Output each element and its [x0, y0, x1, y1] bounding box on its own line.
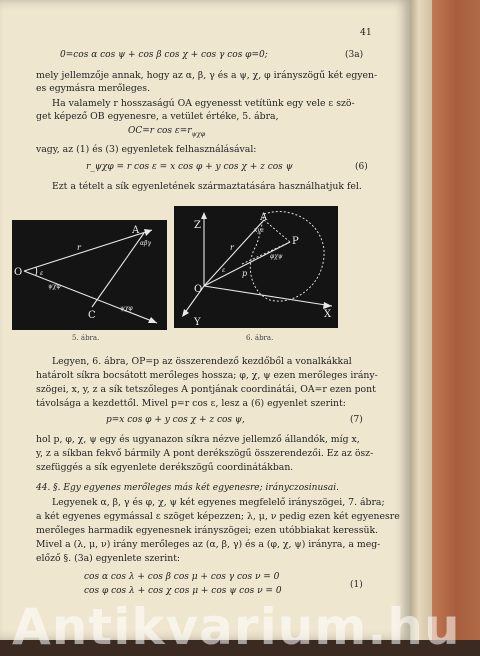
paragraph-line: es egymásra merőleges.	[36, 83, 151, 94]
paragraph-line: Ha valamely r hosszaságú OA egyenesst vetítünk egy vele ε szö-	[52, 98, 355, 109]
equation-oc	[128, 126, 205, 138]
label-A: A	[260, 212, 268, 223]
figure-5-caption: 5. ábra.	[72, 334, 100, 342]
label-xyz: xyz	[254, 227, 264, 234]
paragraph-line: mely jellemzője annak, hogy az α, β, γ és a ψ, χ, φ irányszögű két egyen-	[36, 70, 378, 81]
equation-8-number: (1)	[350, 580, 363, 590]
figure-5	[12, 220, 167, 330]
label-O: O	[14, 267, 23, 278]
paragraph-line: y, z a síkban fekvő bármily A pont derékszögű összerendezői. Ez az ösz-	[36, 448, 374, 459]
equation-3a: 0=cos α cos ψ + cos β cos χ + cos γ cos φ=0;	[60, 50, 268, 60]
book-cover-edge	[432, 0, 480, 640]
equation-7-number: (7)	[350, 415, 363, 425]
equation-8b: cos φ cos λ + cos χ cos μ + cos ψ cos ν = 0	[84, 586, 282, 596]
paragraph-line: határolt síkra bocsátott merőleges hossza; φ, χ, ψ ezen merőleges irány-	[36, 370, 378, 381]
label-A: A	[132, 225, 140, 236]
label-angle-A: αβγ	[140, 240, 152, 247]
equation-8a: cos α cos λ + cos β cos μ + cos γ cos ν = 0	[84, 572, 280, 582]
paragraph-line: get képező OB egyenesre, a vetület értéke, 5. ábra,	[36, 111, 279, 122]
paragraph-line: merőleges harmadik egyenesnek irányszögei; ezen utóbbiakat keressük.	[36, 525, 379, 536]
equation-oc-main: OC=r cos ε=r	[128, 126, 192, 136]
paragraph-line: szefüggés a sík egyenlete derékszögű coordinátákban.	[36, 462, 294, 473]
equation-6-number: (6)	[355, 162, 368, 172]
label-P: P	[292, 236, 299, 247]
paragraph-line: előző §. (3a) egyenlete szerint:	[36, 553, 181, 564]
paragraph-line: Mivel a (λ, μ, ν) irány merőleges az (α, β, γ) és a (φ, χ, ψ) irányra, a meg-	[36, 539, 381, 550]
paragraph-line: vagy, az (1) és (3) egyenletek felhasználásával:	[36, 144, 257, 155]
paragraph-line: távolsága a kezdettől. Mivel p=r cos ε, lesz a (6) egyenlet szerint:	[36, 398, 346, 409]
label-angle-O: ψχφ	[48, 283, 61, 290]
label-phichipsi: φχψ	[270, 253, 283, 260]
equation-6: r_ψχφ = r cos ε = x cos φ + y cos χ + z cos ψ	[86, 162, 293, 172]
paragraph-line: Legyenek α, β, γ és φ, χ, ψ két egyenes megfelelő irányszögei, 7. ábra;	[52, 497, 385, 508]
paragraph-line: hol p, φ, χ, ψ egy és ugyanazon síkra nézve jellemző állandók, míg x,	[36, 434, 360, 445]
label-p: p	[242, 269, 248, 278]
watermark: Antikvarium.hu	[12, 598, 461, 656]
paragraph-line: szögei, x, y, z a sík tetszőleges A pontjának coordinátái, OA=r ezen pont	[36, 384, 376, 395]
figure-6	[174, 206, 338, 328]
paragraph-line: Ezt a tételt a sík egyenletének származtatására használhatjuk fel.	[52, 181, 362, 192]
label-C: C	[88, 310, 96, 321]
figure-5-diagram	[12, 220, 167, 330]
equation-3a-number: (3a)	[345, 50, 364, 60]
page-number: 41	[360, 27, 372, 38]
section-heading: 44. §. Egy egyenes merőleges más két egyenesre; irányczosinusai.	[36, 483, 339, 493]
label-O: O	[194, 284, 203, 295]
label-epsilon: ε	[40, 270, 44, 277]
figure-6-caption: 6. ábra.	[246, 334, 274, 342]
figure-6-diagram	[174, 206, 338, 328]
label-epsilon: ε	[222, 267, 226, 274]
label-angle-C: ψχφ	[120, 305, 133, 312]
page-gutter	[410, 0, 432, 640]
label-Y: Y	[194, 317, 201, 328]
label-r: r	[230, 243, 234, 252]
paragraph-line: Legyen, 6. ábra, OP=p az összerendező kezdőből a vonalkákkal	[52, 356, 352, 367]
equation-7: p=x cos φ + y cos χ + z cos ψ,	[106, 415, 245, 425]
label-Z: Z	[194, 220, 201, 231]
label-r: r	[77, 243, 81, 252]
equation-oc-subscript: ψχφ	[191, 129, 206, 138]
label-X: X	[324, 309, 332, 320]
paragraph-line: a két egyenes egymással ε szöget képezzen; λ, μ, ν pedig ezen két egyenesre	[36, 511, 400, 522]
